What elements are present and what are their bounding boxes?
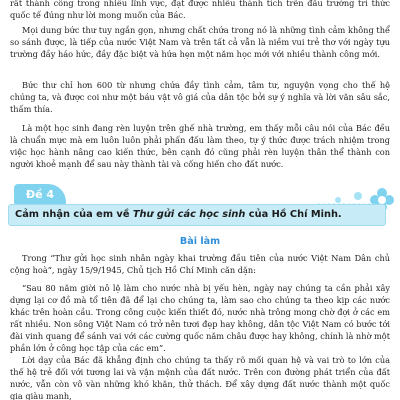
paragraph-6: Lời dạy của Bác đã khẳng định cho chúng ta thấy rõ mối quan hệ và vai trò to lớn của thế hệ trẻ đối với tương lai và vận mệnh của đất nước. Trên con đường phát triển của đất nước, vẫn còn vô vàn những khó khăn, thử thách. Để xây dựng đất nước thành một quốc gia giàu mạnh,: [10, 355, 390, 400]
paragraph-1: Mọi dung bức thư tuy ngắn gọn, nhưng chất chứa trong nó là những tình cảm không thể so sánh được, là tiếp của nước Việt Nam và trên tất cả vẫn là niềm vui trẻ thơ với ngày tựu trường đầy háo hức, đầy đặc biệt và hứa hẹn một năm học mới với nhiều thành công mới.: [10, 25, 390, 59]
paragraph-top: rất thành công trong nhiều lĩnh vực, đạt được nhiều thành tích trên đấu trường trí thức quốc tế đúng như lời mong muốn của Bác.: [10, 0, 390, 20]
section-tag: Đề 4: [14, 184, 66, 206]
section-banner: [8, 182, 396, 228]
section-title: Cảm nhận của em về Thư gửi các học sinh của Hồ Chí Minh.: [15, 209, 342, 220]
paragraph-5-quote: “Sau 80 năm giời nô lệ làm cho nước nhà bị yếu hèn, ngày nay chúng ta cần phải xây dựng lại cơ đồ mà tổ tiên đã để lại cho chúng ta, làm sao cho chúng ta theo kịp các nước khác trên hoàn cầu. Trong công cuộc kiến thiết đó, nước nhà trông mong chờ đợi ở các em rất nhiều. Non sông Việt Nam có trở nên tươi đẹp hay không, dân tộc Việt Nam có bước tới đài vinh quang để sánh vai với các cường quốc năm châu được hay không, chính là nhờ một phần lớn ở công học tập của các em”.: [10, 283, 390, 353]
essay-heading: Bài làm: [179, 236, 221, 247]
paragraph-4: Trong “Thư gửi học sinh nhân ngày khai trường đầu tiên của nước Việt Nam Dân chủ cộng hoà”, ngày 15/9/1945, Chủ tịch Hồ Chí Minh căn dặn:: [10, 253, 390, 275]
paragraph-2: Bức thư chỉ hơn 600 từ nhưng chứa đầy tình cảm, tâm tư, nguyện vọng cho thế hệ chúng ta, và được coi như một báu vật vô giá của dân tộc bởi sự ý nghĩa và lời văn sâu sắc, thấm thía.: [10, 80, 390, 114]
section-title-bar: [8, 204, 386, 226]
paragraph-3: Là một học sinh đang rèn luyện trên ghế nhà trường, em thấy mỗi câu nói của Bác đều là chuẩn mực mà em luôn luôn phải phấn đấu làm theo, tự ý thức được trách nhiệm trong việc học hành nâng cao kiến thức, bên cạnh đó cũng phải rèn luyện thân thể thành con người khoẻ mạnh để sau này thành tài và cống hiến cho đất nước.: [10, 123, 390, 169]
